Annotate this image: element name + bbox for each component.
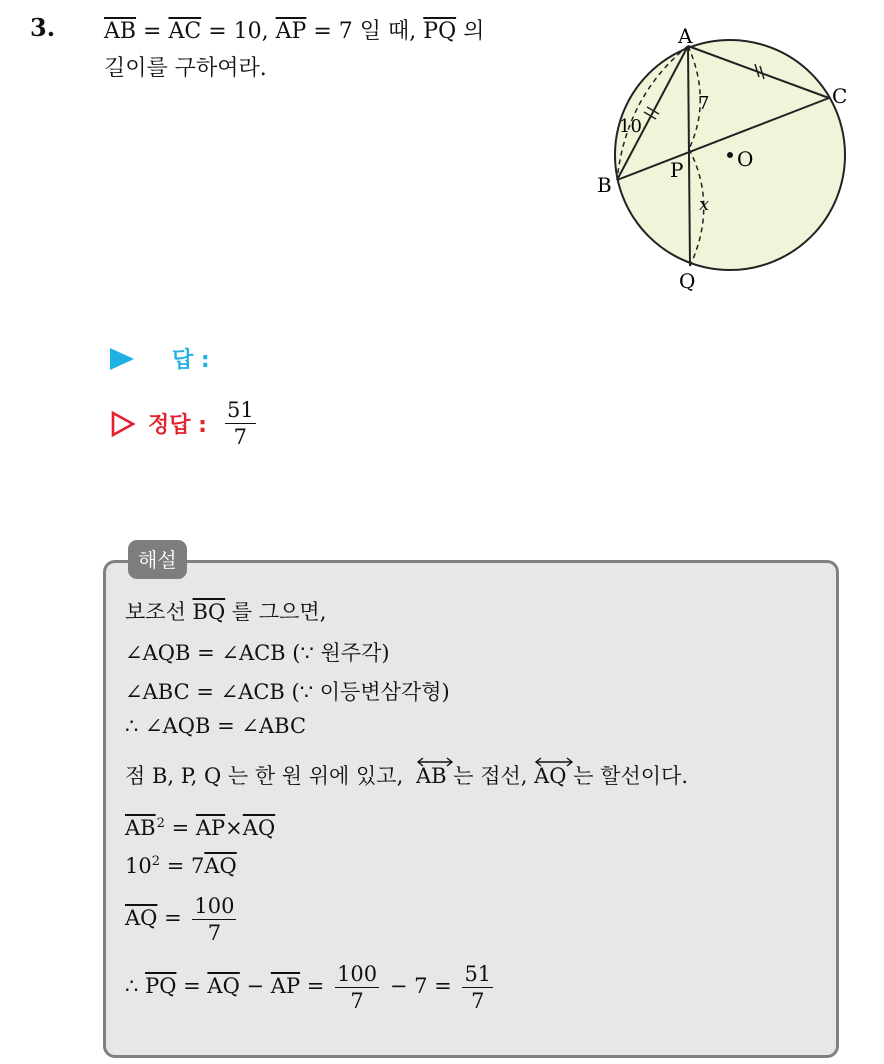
l1-pre: 보조선 <box>125 600 186 624</box>
question-text: $\overline{AB} = \overline{AC} = 10$, $\overline{AP} = 7$ 일 때, $\overline{PQ}$ 의 길이를 구하여라. <box>104 13 574 87</box>
play-icon <box>110 348 134 370</box>
circle-figure <box>580 15 870 300</box>
solution-line-1 <box>125 596 326 626</box>
solution-line-7: $10^2 = 7\overline{AQ}$ <box>125 854 237 878</box>
question-line-2: 길이를 구하여라. <box>104 56 267 81</box>
key-answer-fraction <box>225 398 256 449</box>
solution-line-8: $\overline{AQ}$ = $\frac{100}{7}$ <box>125 894 235 946</box>
fraction-51-7: $\frac{51}{7}$ <box>464 962 492 1014</box>
line-ab-notation: AB <box>416 764 447 788</box>
solution-line-5 <box>125 760 688 790</box>
given-ab-ac: 10 <box>233 19 262 44</box>
l5-a: 점 B, P, Q 는 한 원 위에 있고, <box>125 764 404 788</box>
fraction-100-7: $\frac{100}{7}$ <box>194 894 235 946</box>
play-outline-icon <box>110 411 136 437</box>
l1-post: 를 그으면, <box>231 600 327 624</box>
segment-ap: $\overline{AP}$ <box>275 19 307 44</box>
solution-line-3: ∠ABC = ∠ACB (∵ 이등변삼각형) <box>125 680 450 704</box>
key-answer-row <box>110 398 260 449</box>
label-len-ab: 10 <box>619 116 642 137</box>
key-answer-denominator: 7 <box>233 425 248 450</box>
l5-c: 는 할선이다. <box>573 764 688 788</box>
center-dot <box>727 152 733 158</box>
label-c: C <box>832 84 848 108</box>
solution-tab: 해설 <box>128 540 187 579</box>
segment-ac: $\overline{AC}$ <box>168 19 202 44</box>
label-a: A <box>678 24 693 48</box>
question-connector: 일 때, <box>359 19 417 44</box>
question-number: 3. <box>30 13 56 42</box>
label-len-ap: 7 <box>698 93 710 114</box>
solution-line-6: $\overline{AB}^2 = \overline{AP}\times\overline{AQ}$ <box>125 816 276 840</box>
key-answer-numerator: 51 <box>225 398 256 424</box>
segment-bq: $\overline{BQ}$ <box>192 600 226 624</box>
answer-label: 답 : <box>172 348 210 373</box>
label-b: B <box>597 173 612 197</box>
l5-b: 는 접선, <box>453 764 528 788</box>
label-len-pq: x <box>699 194 710 215</box>
given-ap: 7 <box>338 19 353 44</box>
label-o: O <box>737 147 754 171</box>
solution-line-2: ∠AQB = ∠ACB (∵ 원주각) <box>125 641 390 665</box>
segment-pq: $\overline{PQ}$ <box>423 19 457 44</box>
solution-line-4: ∴ ∠AQB = ∠ABC <box>125 714 307 738</box>
answer-row <box>110 343 210 374</box>
solution-line-9: ∴ $\overline{PQ} = \overline{AQ} - \overline{AP}$ = $\frac{100}{7}$ − 7 = $\frac{51}{7}$ <box>125 962 492 1014</box>
fraction-100-7-b: $\frac{100}{7}$ <box>337 962 378 1014</box>
question-tail: 의 <box>463 19 485 44</box>
line-aq-notation: AQ <box>534 764 566 788</box>
segment-ab: $\overline{AB}$ <box>104 19 137 44</box>
label-q: Q <box>679 269 696 293</box>
key-answer-label: 정답 : <box>148 413 207 439</box>
label-p: P <box>670 158 684 182</box>
